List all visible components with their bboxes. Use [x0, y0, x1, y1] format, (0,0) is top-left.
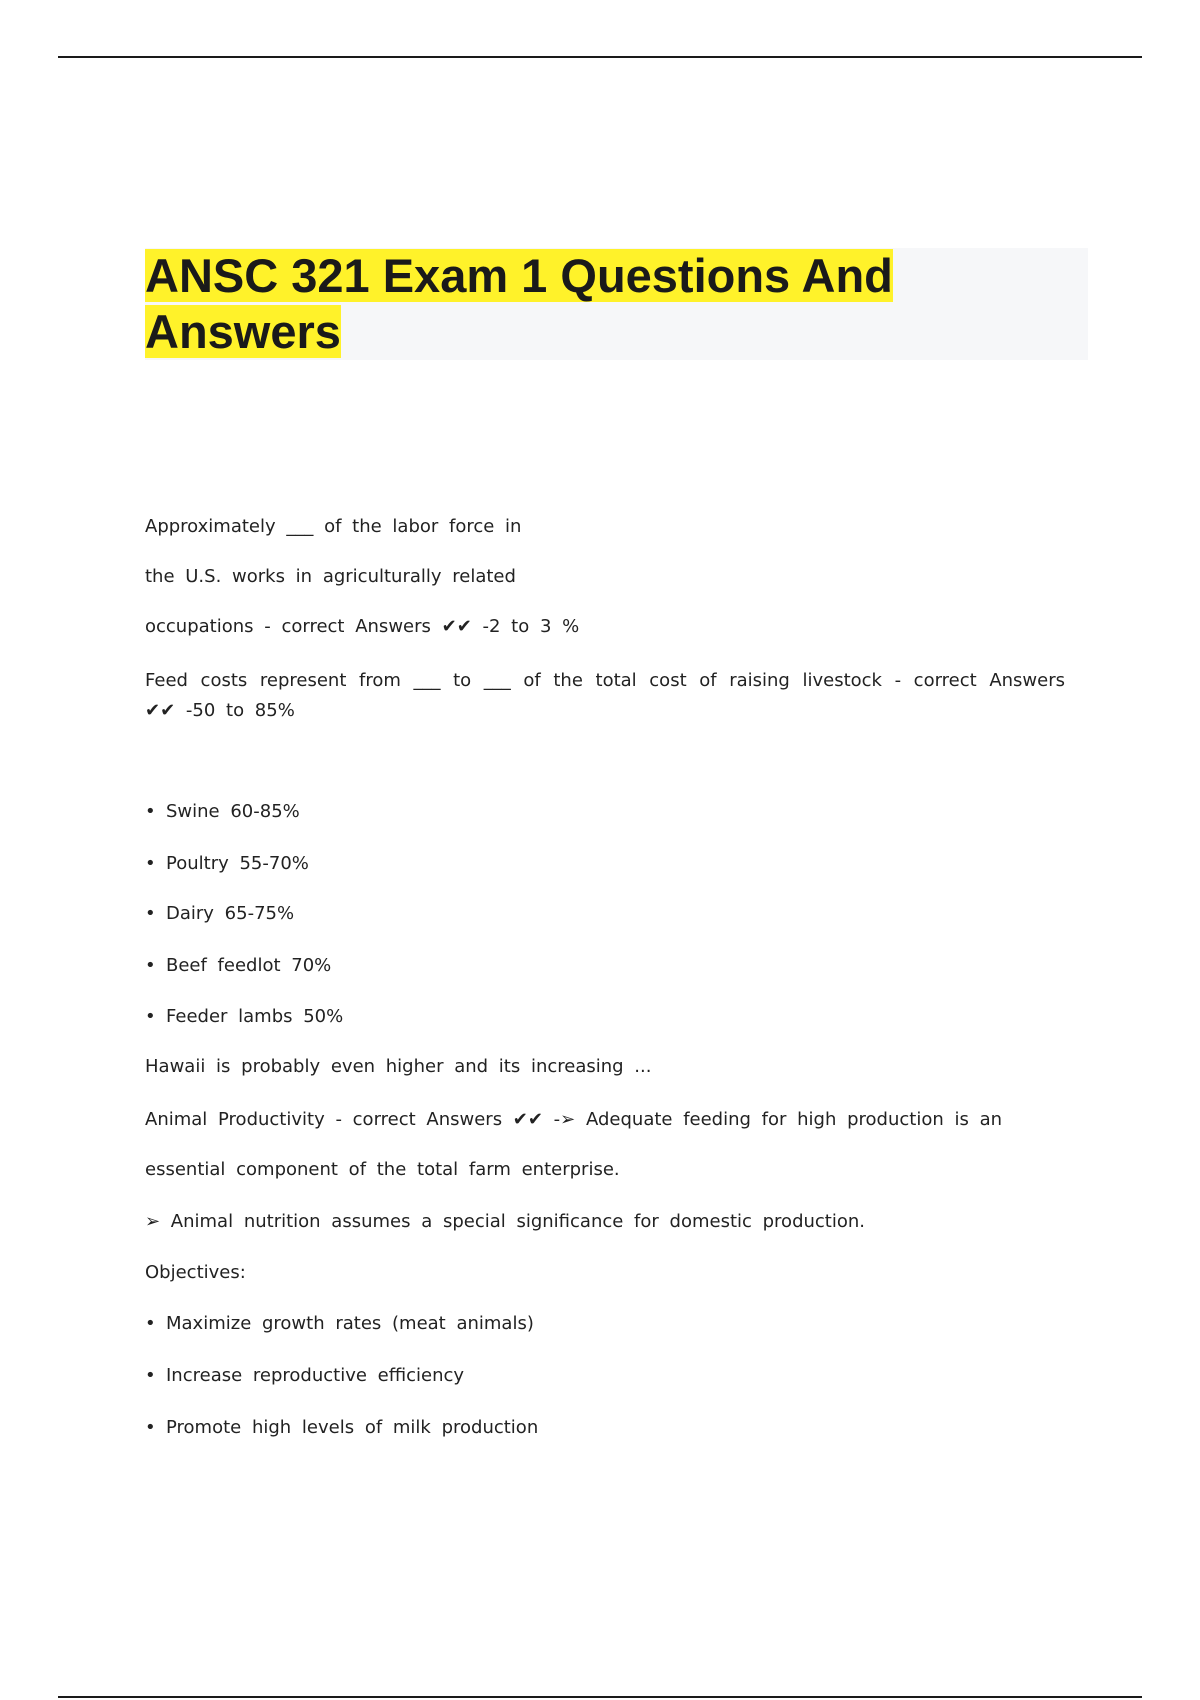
top-rule: [58, 56, 1142, 58]
document-title: [145, 248, 1088, 360]
hawaii-note: Hawaii is probably even higher and its increasing ...: [145, 1056, 652, 1077]
question-3-line-1: Animal Productivity - correct Answers ✔✔ -➢ Adequate feeding for high production is an: [145, 1109, 1003, 1130]
feed-cost-item: • Feeder lambs 50%: [145, 1006, 343, 1027]
feed-cost-item: • Dairy 65-75%: [145, 903, 294, 924]
question-3-line-3: ➢ Animal nutrition assumes a special significance for domestic production.: [145, 1211, 865, 1232]
objectives-label: Objectives:: [145, 1262, 246, 1283]
title-line-2: Answers: [145, 305, 341, 358]
objective-item: • Increase reproductive efficiency: [145, 1365, 464, 1386]
objective-item: • Maximize growth rates (meat animals): [145, 1313, 534, 1334]
bottom-rule: [58, 1696, 1142, 1698]
feed-cost-item: • Beef feedlot 70%: [145, 955, 331, 976]
feed-cost-item: • Swine 60-85%: [145, 801, 300, 822]
objective-item: • Promote high levels of milk production: [145, 1417, 538, 1438]
question-1-line-2: the U.S. works in agriculturally related: [145, 566, 516, 587]
feed-cost-item: • Poultry 55-70%: [145, 853, 309, 874]
question-1-line-1: Approximately ___ of the labor force in: [145, 516, 522, 537]
question-3-line-2: essential component of the total farm enterprise.: [145, 1159, 620, 1180]
title-line-1: ANSC 321 Exam 1 Questions And: [145, 249, 893, 302]
question-1-line-3: occupations - correct Answers ✔✔ -2 to 3 %: [145, 616, 580, 637]
question-2-text: Feed costs represent from ___ to ___ of the total cost of raising livestock - correct Answers ✔✔ -50 to 85%: [145, 670, 1065, 721]
